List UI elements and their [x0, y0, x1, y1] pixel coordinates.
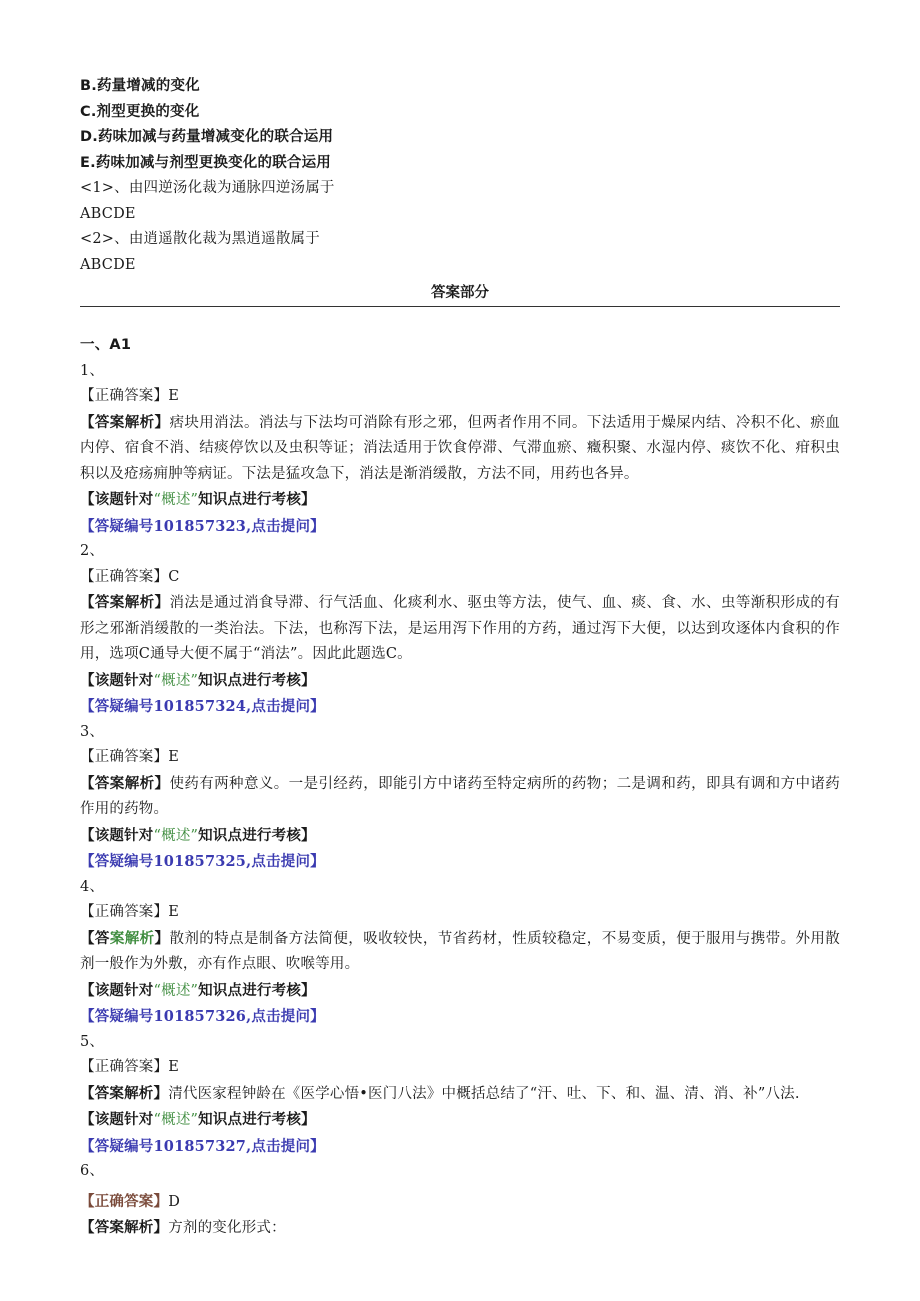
analysis-text: 消法是通过消食导滞、行气活血、化痰利水、驱虫等方法，使气、血、痰、食、水、虫等渐积形成的有形之邪渐消缓散的一类治法。下法，也称泻下法，是运用泻下作用的方药，通过泻下大便，以达到攻逐体内食积的作用，选项C通导大便不属于“消法”。因此此题选C。 — [80, 595, 840, 662]
topic-prefix: 【该题针对 — [80, 1111, 154, 1128]
correct-answer-label: 【正确答案】 — [80, 568, 169, 585]
answer-number: 6、 — [80, 1163, 105, 1179]
correct-answer-value: E — [168, 1059, 179, 1075]
analysis-text: 散剂的特点是制备方法简便，吸收较快，节省药材，性质较稳定，不易变质，便于服用与携带。外用散剂一般作为外敷，亦有作点眼、吹喉等用。 — [80, 930, 840, 972]
analysis-label-mid: 案解析 — [109, 929, 155, 947]
query-link[interactable]: 【答疑编号101857325,点击提问】 — [80, 853, 325, 870]
answer-number: 5、 — [80, 1033, 105, 1050]
answer-block-2 — [80, 539, 840, 720]
analysis-label: 【答案解析】 — [80, 1219, 169, 1236]
option-d: D.药味加减与药量增减变化的联合运用 — [80, 129, 334, 145]
query-link[interactable]: 【答疑编号101857323,点击提问】 — [80, 517, 325, 535]
analysis-line — [80, 926, 840, 978]
answer-number: 1、 — [80, 362, 105, 379]
query-link[interactable]: 【答疑编号101857324,点击提问】 — [80, 698, 325, 715]
correct-answer-label: 【正确答案】 — [80, 1192, 169, 1210]
topic-name: “概述” — [153, 492, 199, 508]
topic-suffix: 知识点进行考核】 — [198, 826, 316, 844]
topic-prefix: 【该题针对 — [80, 671, 154, 689]
correct-answer-value: E — [168, 749, 179, 765]
subquestion-2-choices: ABCDE — [80, 256, 136, 273]
correct-answer-line — [80, 565, 840, 591]
topic-name: “概述” — [153, 982, 199, 999]
correct-answer-line — [80, 1055, 840, 1081]
analysis-label: 【答案解析】 — [80, 1084, 169, 1102]
answer-number: 3、 — [80, 723, 105, 740]
answer-number: 2、 — [80, 543, 105, 559]
topic-name: “概述” — [153, 827, 199, 844]
analysis-text: 使药有两种意义。一是引经药，即能引方中诸药至特定病所的药物；二是调和药，即具有调和方中诸药作用的药物。 — [80, 775, 840, 817]
topic-line — [80, 668, 840, 695]
analysis-text: 方剂的变化形式： — [168, 1220, 286, 1236]
answer-section-divider — [80, 282, 840, 307]
analysis-label: 【答案解析】 — [80, 413, 170, 431]
topic-line — [80, 1107, 840, 1134]
topic-suffix: 知识点进行考核】 — [198, 491, 316, 508]
subquestion-2: <2>、由逍遥散化裁为黑逍遥散属于 — [80, 231, 320, 247]
topic-line — [80, 487, 840, 514]
analysis-line — [80, 771, 840, 823]
answer-block-5 — [80, 1030, 840, 1160]
correct-answer-label: 【正确答案】 — [80, 904, 169, 920]
topic-suffix: 知识点进行考核】 — [198, 671, 316, 689]
analysis-text: 痞块用消法。消法与下法均可消除有形之邪，但两者作用不同。下法适用于燥屎内结、冷积不化、瘀血内停、宿食不消、结痰停饮以及虫积等证；消法适用于饮食停滞、气滞血瘀、癥积聚、水湿内停、痰饮不化、疳积虫积以及疮疡痈肿等病证。下法是猛攻急下，消法是渐消缓散，方法不同，用药也各异。 — [80, 414, 840, 482]
topic-suffix: 知识点进行考核】 — [198, 1111, 316, 1128]
correct-answer-value: E — [168, 388, 179, 404]
analysis-label: 【答案解析】 — [80, 594, 170, 611]
correct-answer-value: D — [168, 1193, 181, 1210]
topic-suffix: 知识点进行考核】 — [198, 981, 316, 999]
section-header-a1: 一、A1 — [80, 337, 132, 353]
topic-prefix: 【该题针对 — [80, 826, 154, 844]
answer-block-3 — [80, 720, 840, 875]
analysis-line — [80, 590, 840, 668]
analysis-label-head: 【答 — [80, 929, 110, 947]
correct-answer-label: 【正确答案】 — [80, 388, 169, 404]
option-b: B.药量增减的变化 — [80, 78, 200, 94]
query-link[interactable]: 【答疑编号101857327,点击提问】 — [80, 1137, 325, 1155]
correct-answer-line — [80, 1189, 840, 1216]
answer-block-4 — [80, 875, 840, 1030]
option-e: E.药味加减与剂型更换变化的联合运用 — [80, 154, 332, 171]
analysis-line — [80, 1215, 840, 1242]
topic-name: “概述” — [153, 672, 199, 689]
correct-answer-line — [80, 745, 840, 771]
answer-block-6 — [80, 1159, 840, 1242]
analysis-label-tail: 】 — [154, 929, 170, 947]
topic-line — [80, 823, 840, 850]
subquestion-1: <1>、由四逆汤化裁为通脉四逆汤属于 — [80, 180, 335, 196]
document-page — [80, 74, 840, 1242]
correct-answer-line — [80, 900, 840, 926]
analysis-line — [80, 410, 840, 488]
topic-prefix: 【该题针对 — [80, 491, 154, 508]
answer-block-1 — [80, 359, 840, 540]
topic-line — [80, 978, 840, 1005]
correct-answer-label: 【正确答案】 — [80, 749, 169, 765]
topic-prefix: 【该题针对 — [80, 981, 154, 999]
query-link[interactable]: 【答疑编号101857326,点击提问】 — [80, 1008, 325, 1025]
option-c: C.剂型更换的变化 — [80, 103, 200, 120]
analysis-line — [80, 1081, 840, 1108]
subquestion-1-choices: ABCDE — [80, 205, 136, 222]
correct-answer-value: E — [168, 904, 179, 920]
correct-answer-value: C — [168, 568, 180, 585]
topic-name: “概述” — [153, 1112, 199, 1128]
answer-section-title: 答案部分 — [431, 285, 489, 301]
analysis-label: 【答案解析】 — [80, 774, 170, 792]
correct-answer-label: 【正确答案】 — [80, 1059, 169, 1075]
answer-number: 4、 — [80, 878, 105, 895]
correct-answer-line — [80, 384, 840, 410]
analysis-text: 清代医家程钟龄在《医学心悟•医门八法》中概括总结了“汗、吐、下、和、温、清、消、补”八法. — [168, 1085, 800, 1102]
